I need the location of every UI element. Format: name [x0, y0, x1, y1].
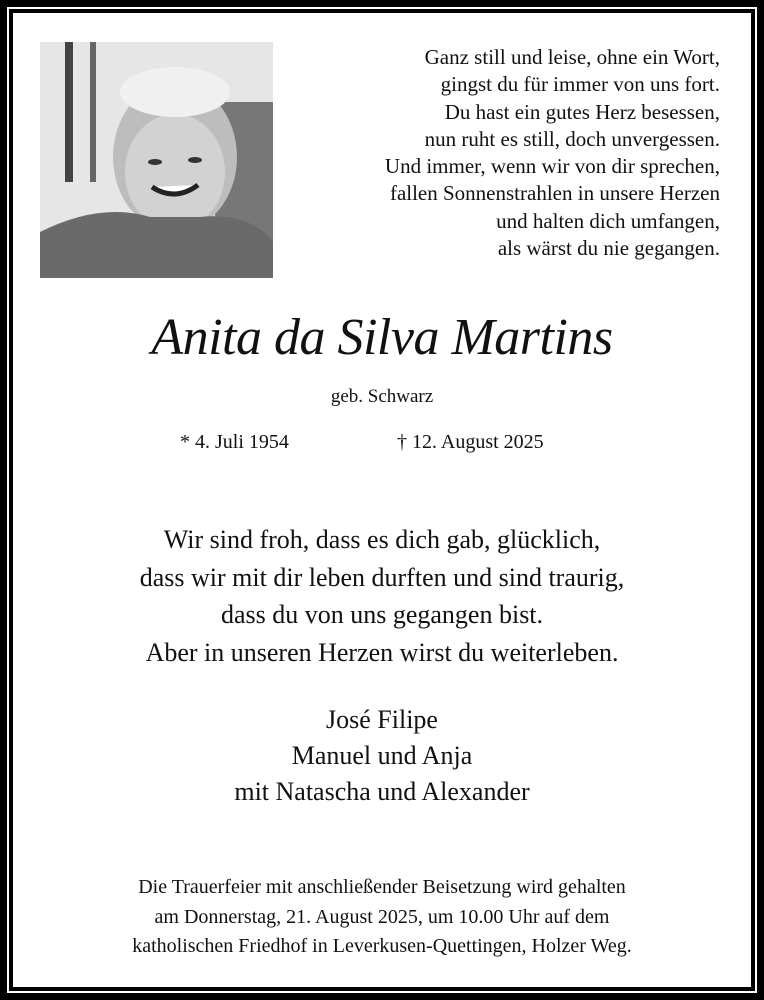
poem-line: Und immer, wenn wir von dir sprechen, [384, 154, 720, 179]
poem-line: Du hast ein gutes Herz besessen, [444, 99, 720, 124]
mourners [0, 702, 764, 810]
birth-date: * 4. Juli 1954 [180, 431, 289, 453]
poem-line: Ganz still und leise, ohne ein Wort, [424, 45, 720, 69]
memorial-line: Wir sind froh, dass es dich gab, glücklich, [163, 525, 601, 554]
death-date: † 12. August 2025 [397, 431, 544, 453]
mourner-line: José Filipe [326, 705, 438, 734]
deceased-name: Anita da Silva Martins [151, 309, 613, 366]
mourner-line: Manuel und Anja [291, 741, 473, 770]
memorial-line: dass du von uns gegangen bist. [220, 600, 544, 629]
mourner-line: mit Natascha und Alexander [234, 777, 530, 806]
service-line: am Donnerstag, 21. August 2025, um 10.00 Uhr auf dem [154, 905, 610, 928]
birth-name: geb. Schwarz [330, 386, 434, 407]
funeral-service-info [0, 873, 764, 962]
poem-line: gingst du für immer von uns fort. [440, 72, 720, 97]
memorial-line: dass wir mit dir leben durften und sind traurig, [139, 562, 625, 592]
poem [385, 44, 720, 262]
memorial-line: Aber in unseren Herzen wirst du weiterleben. [145, 637, 619, 667]
service-line: katholischen Friedhof in Leverkusen-Quettingen, Holzer Weg. [132, 935, 632, 957]
poem-line: nun ruht es still, doch unvergessen. [424, 126, 720, 151]
memorial-text [0, 521, 764, 671]
poem-line: fallen Sonnenstrahlen in unsere Herzen [389, 181, 720, 206]
poem-line: als wärst du nie gegangen. [497, 236, 720, 261]
service-line: Die Trauerfeier mit anschließender Beisetzung wird gehalten [138, 876, 626, 898]
poem-line: und halten dich umfangen, [496, 208, 720, 233]
portrait-photo [40, 42, 273, 278]
